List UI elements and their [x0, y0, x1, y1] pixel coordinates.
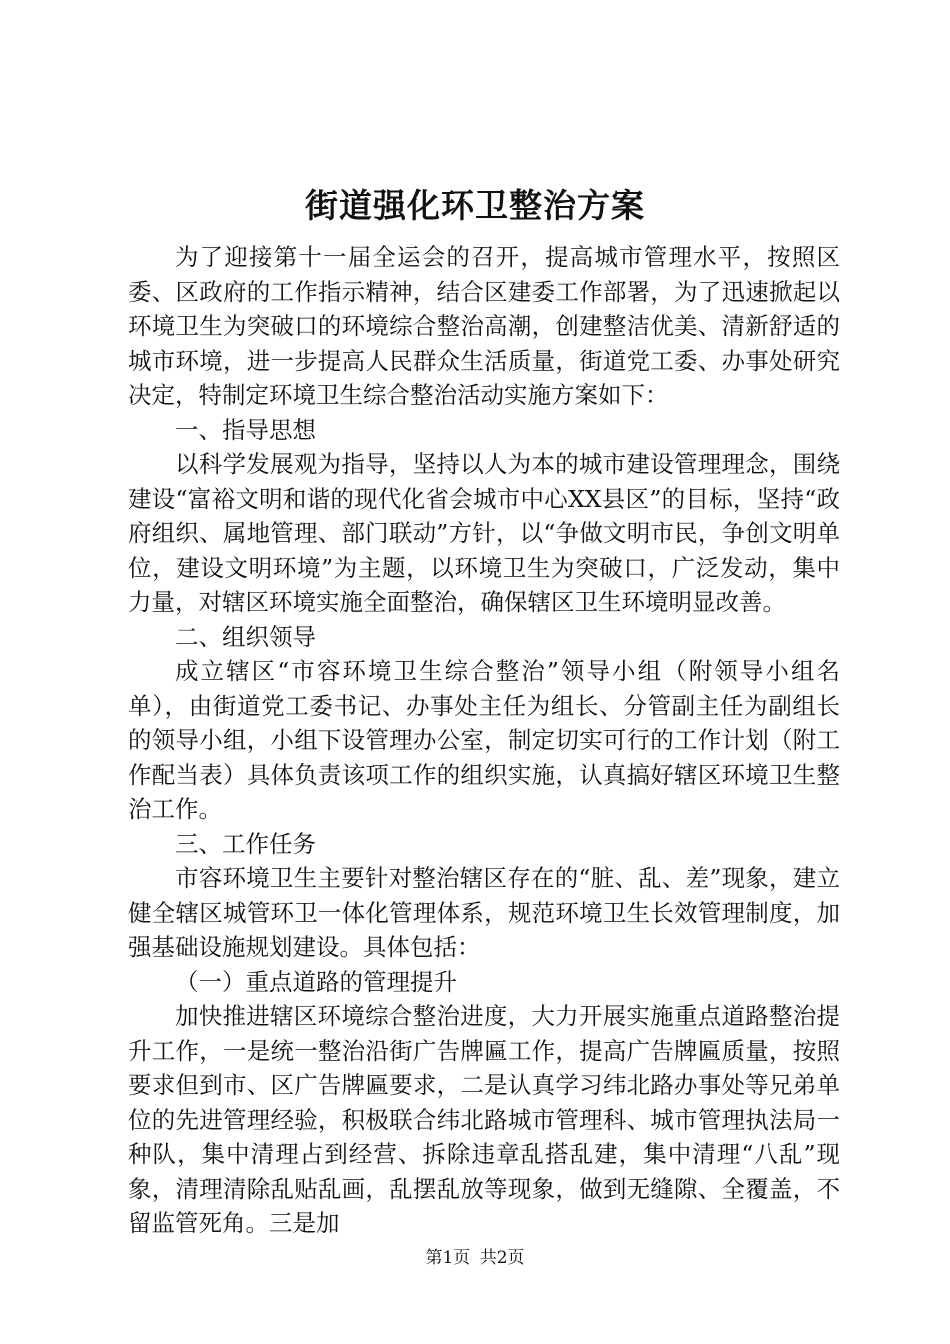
document-body: [128, 240, 840, 1241]
page-footer: [0, 1247, 950, 1269]
page-total: 共2页: [479, 1248, 525, 1268]
organization-paragraph: 成立辖区“市容环境卫生综合整治”领导小组（附领导小组名单），由街道党工委书记、办事处主任为组长、分管副主任为副组长的领导小组，小组下设管理办公室，制定切实可行的工作计划（附工作配当表）具体负责该项工作的组织实施，认真搞好辖区环境卫生整治工作。: [128, 657, 840, 823]
guiding-ideology-paragraph: 以科学发展观为指导，坚持以人为本的城市建设管理理念，围绕建设“富裕文明和谐的现代化省会城市中心XX县区”的目标，坚持“政府组织、属地管理、部门联动”方针，以“争做文明市民，争创文明单位，建设文明环境”为主题，以环境卫生为突破口，广泛发动，集中力量，对辖区环境实施全面整治，确保辖区卫生环境明显改善。: [128, 450, 840, 616]
section-heading-organization: 二、组织领导: [175, 622, 316, 651]
key-roads-paragraph: 加快推进辖区环境综合整治进度，大力开展实施重点道路整治提升工作，一是统一整治沿街广告牌匾工作，提高广告牌匾质量，按照要求但到市、区广告牌匾要求，二是认真学习纬北路办事处等兄弟单位的先进管理经验，积极联合纬北路城市管理科、城市管理执法局一种队，集中清理占到经营、拆除违章乱搭乱建，集中清理“八乱”现象，清理清除乱贴乱画，乱摆乱放等现象，做到无缝隙、全覆盖，不留监管死角。三是加: [128, 1002, 840, 1237]
section-heading-tasks: 三、工作任务: [175, 829, 316, 858]
document-title: 街道强化环卫整治方案: [305, 186, 645, 225]
section-heading-guiding-ideology: 一、指导思想: [175, 415, 316, 444]
tasks-paragraph: 市容环境卫生主要针对整治辖区存在的“脏、乱、差”现象，建立健全辖区城管环卫一体化管理体系，规范环境卫生长效管理制度，加强基础设施规划建设。具体包括：: [128, 864, 840, 961]
subsection-heading-key-roads: （一）重点道路的管理提升: [175, 967, 457, 996]
page-number: 第1页: [425, 1248, 471, 1268]
intro-paragraph: 为了迎接第十一届全运会的召开，提高城市管理水平，按照区委、区政府的工作指示精神，结合区建委工作部署，为了迅速掀起以环境卫生为突破口的环境综合整治高潮，创建整洁优美、清新舒适的城市环境，进一步提高人民群众生活质量，街道党工委、办事处研究决定，特制定环境卫生综合整治活动实施方案如下：: [128, 243, 840, 409]
